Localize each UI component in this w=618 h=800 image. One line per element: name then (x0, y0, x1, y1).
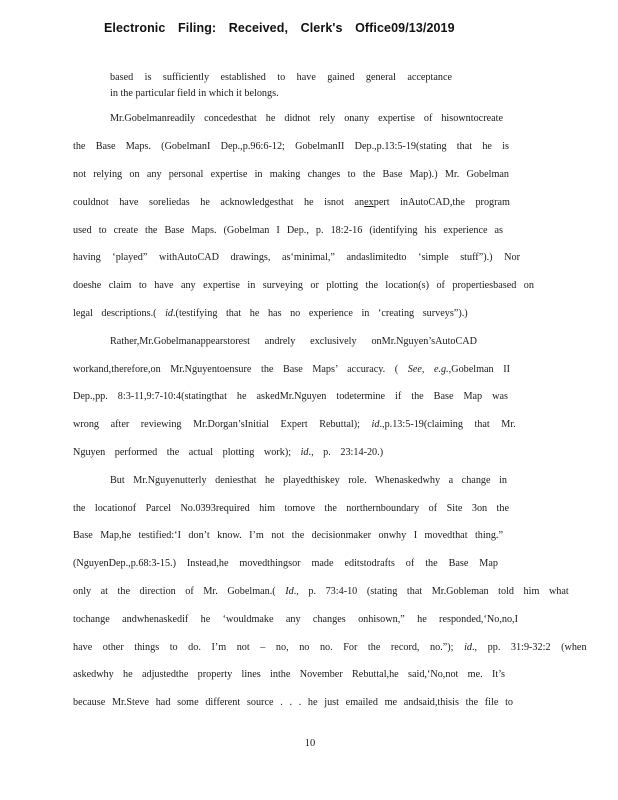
filing-header: Electronic Filing: Received, Clerk's Office09/13/2019 (104, 21, 455, 35)
line-text: wrong after reviewing Mr.Dorgan’sInitial Expert Rebuttal); (73, 419, 360, 430)
text-line: the Base Maps. (GobelmanI Dep.,p.96:6-12; GobelmanII Dep.,p.13:5-19(stating that he is (73, 141, 509, 152)
text-line: But Mr.Nguyenutterly deniesthat he playedthiskey role. Whenaskedwhy a change in (110, 475, 507, 486)
text-line: Dep.,pp. 8:3-11,9:7-10:4(statingthat he askedMr.Nguyen todetermine if the Base Map was (73, 391, 508, 402)
line-text: .(testifying that he has no experience in ‘creating surveys”).) (173, 308, 468, 319)
text-line: doeshe claim to have any expertise in surveying or plotting the location(s) of propertiesbased on (73, 280, 534, 291)
citation-signal: id (300, 447, 309, 458)
text-line: Mr.Gobelmanreadily concedesthat he didnot rely onany expertise of hisowntocreate (110, 113, 503, 124)
line-text: Nguyen performed the actual plotting work); (73, 447, 292, 458)
text-line (73, 447, 383, 458)
text-line: (NguyenDep.,p.68:3-15.) Instead,he movedthingsor made editstodrafts of the Base Map (73, 558, 498, 569)
text-line: askedwhy he adjustedthe property lines inthe November Rebuttal,he said,‘No,not me. It’s (73, 669, 505, 680)
text-line (73, 586, 569, 597)
line-text: ., p. 73:4-10 (stating that Mr.Gobleman told him what (293, 586, 569, 597)
line-text: workand,therefore,on Mr.Nguyentoensure the Base Maps’ accuracy. ( (73, 364, 399, 375)
citation-signal: id (464, 642, 472, 653)
text-line: Base Map,he testified:‘I don’t know. I’m not the decisionmaker onwhy I movedthat thing.” (73, 530, 503, 541)
line-text: couldnot have soreliedas he acknowledgesthat he isnot an (73, 197, 365, 208)
text-line: because Mr.Steve had some different source . . . he just emailed me andsaid,thisis the file to (73, 697, 513, 708)
line-text: pert inAutoCAD,the program (373, 197, 510, 208)
citation-signal: e.g. (433, 364, 449, 375)
text-line (73, 642, 587, 653)
underlined-text: ex (364, 197, 374, 208)
text-line: having ‘played” withAutoCAD drawings, as‘minimal,” andaslimitedto ‘simple stuff”).) Nor (73, 252, 520, 263)
citation-signal: id (165, 308, 173, 319)
text-line: not relying on any personal expertise in making changes to the Base Map).) Mr. Gobelman (73, 169, 509, 180)
line-text: .,p.13:5-19(claiming that Mr. (379, 419, 516, 430)
text-line: Rather,Mr.Gobelmanappearstorest andrely exclusively onMr.Nguyen’sAutoCAD (110, 336, 477, 347)
line-text: ., pp. 31:9-32:2 (when (472, 642, 587, 653)
text-line: the locationof Parcel No.0393required him tomove the northernboundary of Site 3on the (73, 503, 509, 514)
text-line (73, 308, 468, 319)
citation-signal: See (407, 364, 422, 375)
line-text: have other things to do. I’m not – no, no no. For the record, no.”); (73, 642, 454, 653)
page-number: 10 (304, 738, 316, 749)
text-line: based is sufficiently established to have gained general acceptance (110, 72, 452, 83)
text-line: workand,therefore,on Mr.Nguyentoensure the Base Maps’ accuracy. ( See, e.g.,Gobelman II (73, 364, 510, 375)
text-line (73, 419, 516, 430)
line-text: ,Gobelman II (448, 364, 510, 375)
text-line: tochange andwhenaskedif he ‘wouldmake any changes onhisown,” he responded,‘No,no,I (73, 614, 518, 625)
line-text: ., p. 23:14-20.) (308, 447, 384, 458)
line-text: only at the direction of Mr. Gobelman.( (73, 586, 276, 597)
line-text: legal descriptions.( (73, 308, 157, 319)
text-line (73, 197, 510, 208)
citation-signal: id (371, 419, 380, 430)
text-line: in the particular field in which it belongs. (110, 88, 279, 99)
citation-signal: Id (285, 586, 294, 597)
text-line: used to create the Base Maps. (Gobelman I Dep., p. 18:2-16 (identifying his experience as (73, 225, 503, 236)
